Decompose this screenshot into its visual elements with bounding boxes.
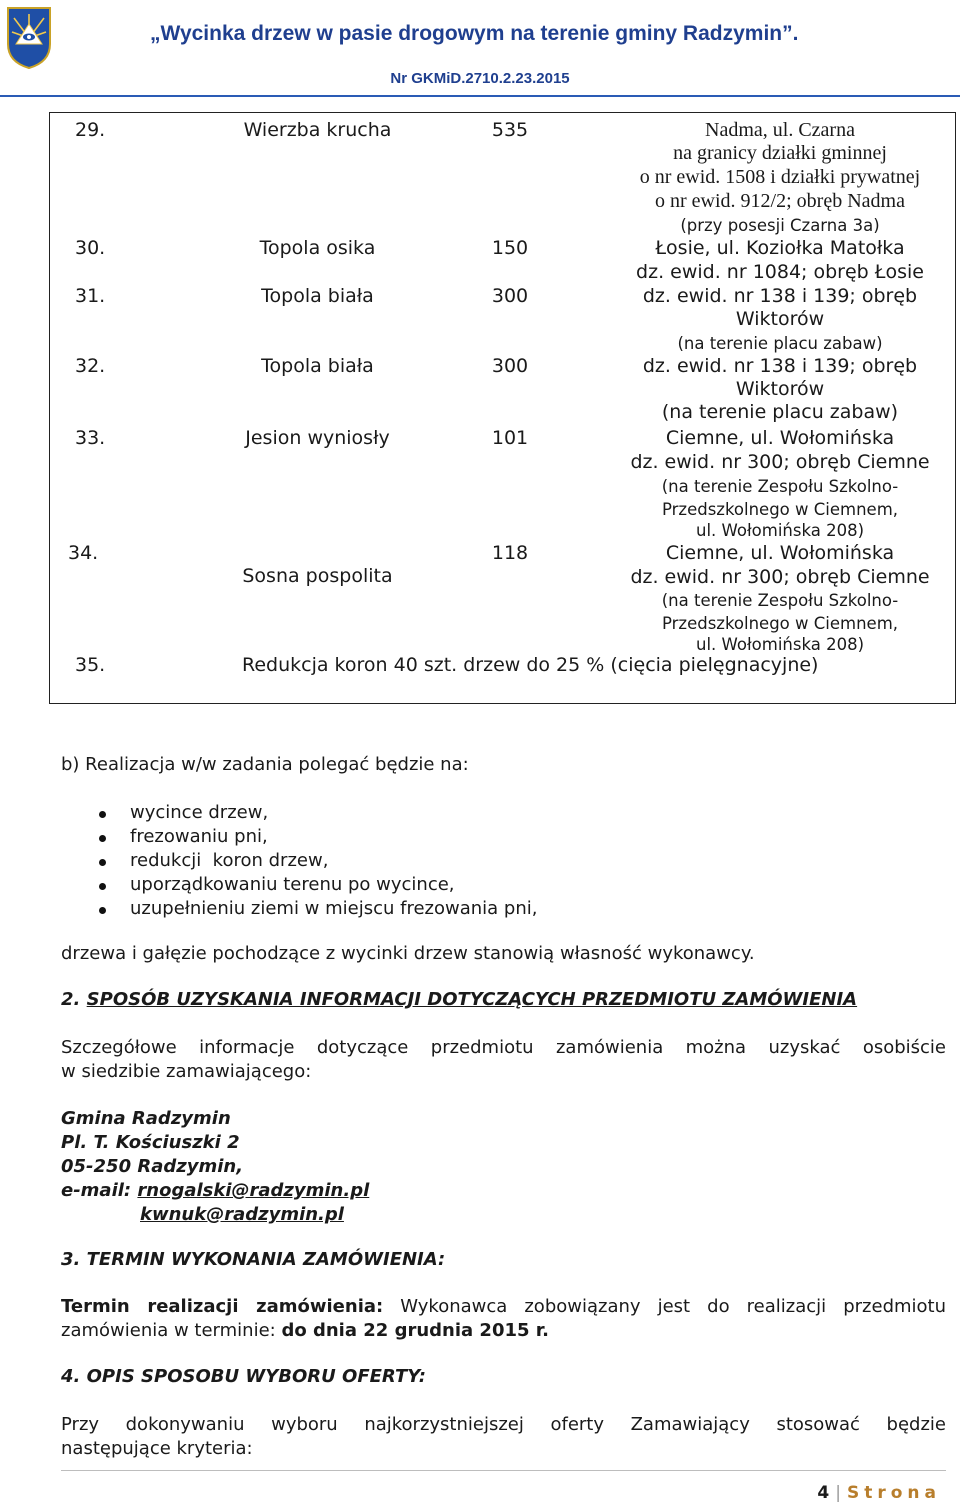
table-row-number: 34.: [68, 542, 99, 564]
table-cell-location-line: dz. ewid. nr 138 i 139; obręb: [642, 285, 918, 307]
table-cell-diameter: 150: [491, 237, 529, 259]
info-line-1: Szczegółowe informacje dotyczące przedmiotu zamówienia można uzyskać osobiście: [61, 1037, 946, 1058]
table-cell-diameter: 300: [491, 285, 529, 307]
table-cell-location-line: Przedszkolnego w Ciemnem,: [661, 500, 899, 519]
deadline-line-2: zamówienia w terminie: do dnia 22 grudnia 2015 r.: [61, 1320, 549, 1341]
table-cell-location-line: Wiktorów: [735, 308, 825, 330]
section-2-heading: 2. SPOSÓB UZYSKANIA INFORMACJI DOTYCZĄCYCH PRZEDMIOTU ZAMÓWIENIA: [61, 989, 858, 1010]
table-cell-location-line: (na terenie Zespołu Szkolno-: [661, 477, 899, 496]
scope-intro: b) Realizacja w/w zadania polegać będzie na:: [61, 754, 469, 775]
table-cell-location-line: ul. Wołomińska 208): [695, 635, 865, 654]
table-row-number: 32.: [75, 355, 106, 377]
header-divider: [0, 95, 960, 97]
table-row-number: 35.: [75, 654, 106, 676]
table-row-number: 31.: [75, 285, 106, 307]
table-cell-species: Topola biała: [261, 355, 374, 377]
table-cell-location-line: Przedszkolnego w Ciemnem,: [661, 614, 899, 633]
bullet-icon: [99, 835, 106, 842]
bullet-icon: [99, 907, 106, 914]
contact-email-line: e-mail: rnogalski@radzymin.pl: [61, 1180, 370, 1201]
section-3-heading: 3. TERMIN WYKONANIA ZAMÓWIENIA:: [61, 1249, 446, 1270]
bullet-icon: [99, 883, 106, 890]
table-cell-species: Topola biała: [261, 285, 374, 307]
email-link-1[interactable]: rnogalski@radzymin.pl: [137, 1180, 370, 1201]
document-reference-number: Nr GKMiD.2710.2.23.2015: [390, 70, 570, 87]
table-cell-location-line: dz. ewid. nr 138 i 139; obręb: [642, 355, 918, 377]
bullet-icon: [99, 859, 106, 866]
table-cell-location-line: Ciemne, ul. Wołomińska: [665, 427, 895, 449]
list-item: frezowaniu pni,: [130, 825, 538, 849]
table-cell-diameter: 300: [491, 355, 529, 377]
table-cell-location-line: na granicy działki gminnej: [673, 142, 887, 164]
section-4-heading: 4. OPIS SPOSOBU WYBORU OFERTY:: [61, 1366, 426, 1387]
table-cell-location-line: dz. ewid. nr 300; obręb Ciemne: [630, 566, 930, 588]
table-cell-diameter: 101: [491, 427, 529, 449]
table-cell-location-line: (na terenie Zespołu Szkolno-: [661, 591, 899, 610]
contact-street: Pl. T. Kościuszki 2: [61, 1132, 240, 1153]
list-item: redukcji koron drzew,: [130, 849, 538, 873]
table-row-number: 33.: [75, 427, 106, 449]
table-cell-location-line: dz. ewid. nr 1084; obręb Łosie: [636, 261, 924, 283]
table-cell-diameter: 535: [491, 119, 529, 141]
table-cell-species: Wierzba krucha: [243, 119, 392, 141]
table-cell-crown-reduction: Redukcja koron 40 szt. drzew do 25 % (cięcia pielęgnacyjne): [242, 654, 819, 676]
contact-name: Gmina Radzymin: [61, 1108, 231, 1129]
footer-page-word: Strona: [846, 1483, 941, 1503]
table-cell-location-line: Wiktorów: [735, 378, 825, 400]
table-cell-species: Sosna pospolita: [242, 565, 393, 587]
table-cell-location-line: (na terenie placu zabaw): [677, 334, 883, 353]
table-cell-location-line: (przy posesji Czarna 3a): [680, 216, 880, 235]
table-cell-location-line: o nr ewid. 1508 i działki prywatnej: [639, 166, 921, 188]
list-item: wycince drzew,: [130, 801, 538, 825]
bullet-icon: [99, 811, 106, 818]
scope-list: [130, 801, 538, 921]
criteria-line-2: następujące kryteria:: [61, 1438, 253, 1459]
deadline-date: do dnia 22 grudnia 2015 r.: [281, 1320, 549, 1341]
info-line-2: w siedzibie zamawiającego:: [61, 1061, 312, 1082]
table-cell-location-line: (na terenie placu zabaw): [661, 401, 899, 423]
email-link-2[interactable]: kwnuk@radzymin.pl: [140, 1204, 344, 1225]
table-cell-species: Jesion wyniosły: [245, 427, 390, 449]
tree-table: [49, 112, 956, 704]
page-footer: [0, 1483, 941, 1503]
radzymin-coat-of-arms-logo: [4, 4, 54, 70]
contact-city: 05-250 Radzymin,: [61, 1156, 244, 1177]
criteria-line-1: Przy dokonywaniu wyboru najkorzystniejszej oferty Zamawiający stosować będzie: [61, 1414, 946, 1435]
table-cell-diameter: 118: [491, 542, 529, 564]
footer-separator: |: [835, 1483, 841, 1503]
table-cell-location-line: dz. ewid. nr 300; obręb Ciemne: [630, 451, 930, 473]
list-item: uzupełnieniu ziemi w miejscu frezowania pni,: [130, 897, 538, 921]
table-cell-species: Topola osika: [259, 237, 376, 259]
list-item: uporządkowaniu terenu po wycince,: [130, 873, 538, 897]
deadline-line-1: Termin realizacji zamówienia: Wykonawca zobowiązany jest do realizacji przedmiotu: [61, 1296, 947, 1317]
table-row-number: 30.: [75, 237, 106, 259]
ownership-note: drzewa i gałęzie pochodzące z wycinki drzew stanowią własność wykonawcy.: [61, 943, 755, 964]
footer-divider: [61, 1470, 946, 1471]
table-cell-location-line: o nr ewid. 912/2; obręb Nadma: [655, 190, 905, 212]
page-number: 4: [817, 1483, 830, 1503]
table-cell-location-line: Nadma, ul. Czarna: [705, 119, 855, 141]
table-row-number: 29.: [75, 119, 106, 141]
table-cell-location-line: Łosie, ul. Koziołka Matołka: [655, 237, 905, 259]
table-cell-location-line: Ciemne, ul. Wołomińska: [665, 542, 895, 564]
table-cell-location-line: ul. Wołomińska 208): [695, 521, 865, 540]
document-title: „Wycinka drzew w pasie drogowym na terenie gminy Radzymin”.: [150, 22, 799, 45]
